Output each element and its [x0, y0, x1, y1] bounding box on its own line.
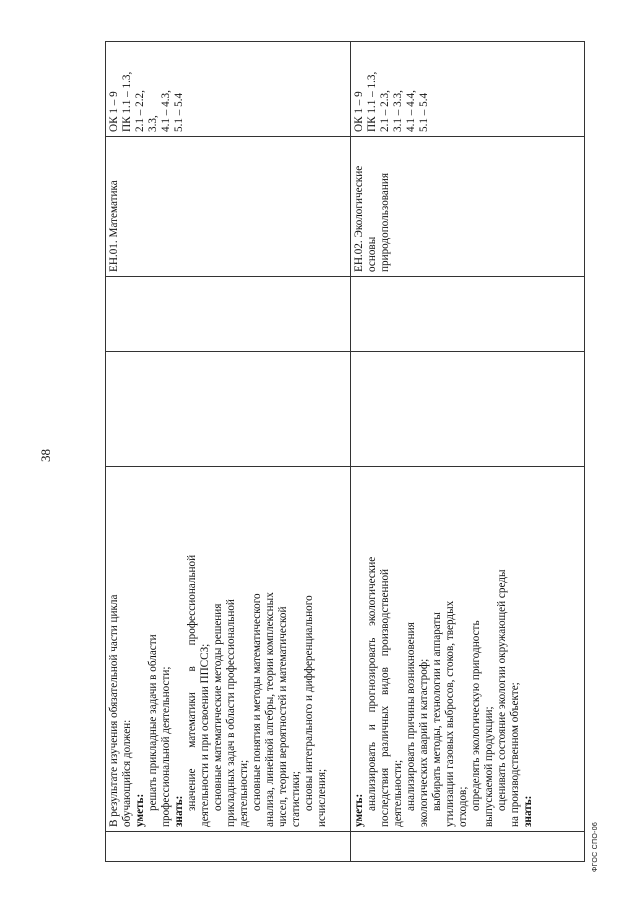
knowledge-item: деятельности;: [238, 759, 250, 827]
empty-cell: [106, 277, 351, 352]
knowledge-item: основы интегрального и дифференциального: [303, 595, 315, 811]
index-cell: [351, 832, 585, 862]
knowledge-item: прикладных задач в области профессиональной: [225, 599, 237, 827]
knowledge-label: знать:: [173, 795, 185, 827]
footer-code: ФГОС СПО-06: [592, 821, 599, 872]
code-line: ПК 1.1 – 1.3,: [366, 71, 378, 132]
index-cell: [106, 832, 351, 862]
skill-item: утилизации газовых выбросов, стоков, твердых: [444, 600, 456, 827]
skill-item: выпускаемой продукции;: [483, 706, 495, 827]
skill-item: последствия различных видов производственной: [379, 568, 391, 827]
discipline-cell: ЕН.02. Экологические основы природопользования: [351, 137, 585, 277]
competence-codes-cell: [351, 42, 585, 137]
code-line: 2.1 – 2.2,: [134, 90, 146, 132]
page-number: 38: [38, 449, 53, 462]
knowledge-item: чисел, теории вероятностей и математической: [277, 606, 289, 827]
discipline-cell: ЕН.01. Математика: [106, 137, 351, 277]
knowledge-item: исчисления;: [316, 768, 328, 827]
code-line: 5.1 – 5.4: [418, 92, 430, 132]
knowledge-item: статистики;: [290, 771, 302, 827]
rotated-table-frame: [105, 42, 585, 862]
intro-line: В результате изучения обязательной части цикла: [108, 594, 120, 827]
skill-item: определять экологическую пригодность: [470, 620, 482, 811]
code-line: ОК 1 – 9: [108, 91, 120, 132]
knowledge-item: анализа, линейной алгебры, теории комплексных: [264, 592, 276, 827]
competence-table: [105, 41, 585, 862]
intro-line: обучающийся должен:: [121, 719, 133, 827]
empty-cell: [351, 352, 585, 467]
competence-codes-cell: [106, 42, 351, 137]
table-row: [351, 42, 585, 862]
code-line: 4.1 – 4.4,: [405, 90, 417, 132]
skills-label: уметь:: [134, 793, 146, 827]
knowledge-item: основные понятия и методы математического: [251, 593, 263, 811]
skill-item: деятельности;: [392, 759, 404, 827]
skill-item: анализировать и прогнозировать экологические: [366, 556, 378, 811]
code-line: 3.3,: [147, 115, 159, 132]
code-line: 4.1 – 4.3,: [160, 90, 172, 132]
knowledge-label: знать:: [522, 795, 534, 827]
skill-item: анализировать причины возникновения: [405, 622, 417, 811]
knowledge-item: основные математические методы решения: [212, 603, 224, 811]
skill-item: на производственном объекте;: [509, 682, 521, 827]
code-line: 5.1 – 5.4: [173, 92, 185, 132]
skill-item: выбирать методы, технологии и аппараты: [431, 612, 443, 811]
skill-item: оценивать состояние экологии окружающей среды: [496, 569, 508, 811]
skills-label: уметь:: [353, 793, 365, 827]
skill-item: экологических аварий и катастроф;: [418, 658, 430, 827]
requirements-cell: [106, 467, 351, 832]
skill-item: профессиональной деятельности;: [160, 666, 172, 827]
empty-cell: [106, 352, 351, 467]
skill-item: решать прикладные задачи в области: [147, 634, 159, 811]
knowledge-item: значение математики в профессиональной: [186, 554, 198, 811]
requirements-cell: [351, 467, 585, 832]
code-line: ОК 1 – 9: [353, 91, 365, 132]
skill-item: отходов;: [457, 786, 469, 827]
knowledge-item: деятельности и при освоении ППССЗ;: [199, 643, 211, 827]
code-line: ПК 1.1 – 1.3,: [121, 71, 133, 132]
code-line: 3.1 – 3.3,: [392, 90, 404, 132]
table-row: [106, 42, 351, 862]
code-line: 2.1 – 2.3,: [379, 90, 391, 132]
empty-cell: [351, 277, 585, 352]
